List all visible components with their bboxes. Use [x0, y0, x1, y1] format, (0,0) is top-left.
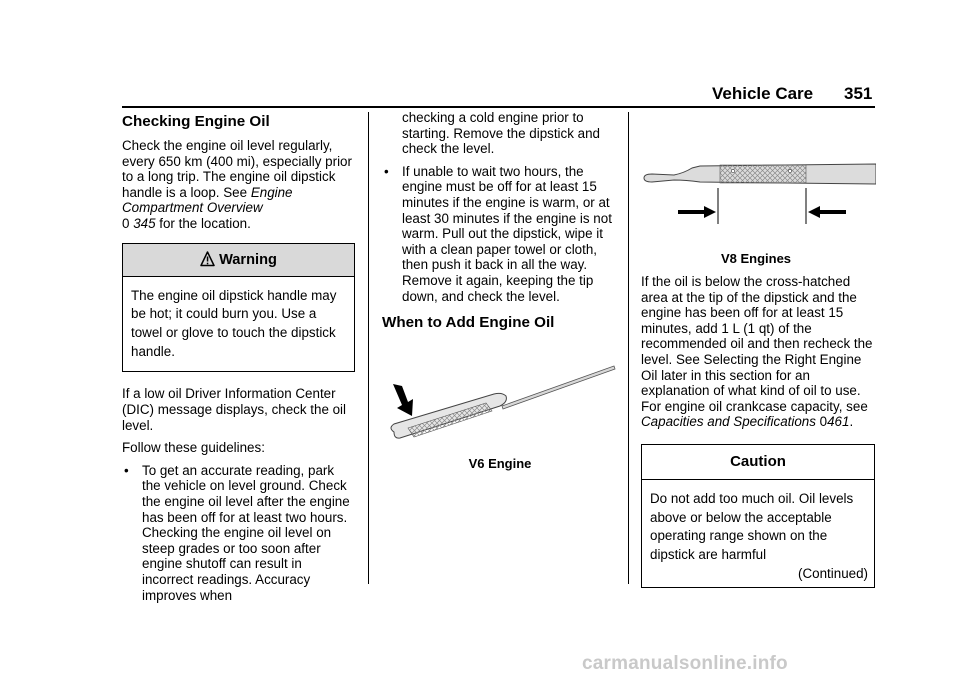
warning-text: The engine oil dipstick handle may be hot; it could burn you. Use a towel or glove to touch the dipstick handle. [131, 287, 337, 359]
engine-compartment-link[interactable]: Engine Compartment Overview [122, 184, 293, 216]
capacities-link[interactable]: Capacities and Specifications [641, 414, 816, 430]
warning-box [122, 243, 355, 373]
column-divider-1 [368, 112, 369, 584]
when-to-add-oil-heading: When to Add Engine Oil [382, 314, 555, 332]
intro-paragraph: Check the engine oil level regularly, every 650 km (400 mi), especially prior to a long trip. The engine oil dipstick handle is a loop. See Engine Compartment Overview 0 345 for the location. [122, 138, 352, 231]
bullet-dot: • [384, 163, 389, 179]
oil-below-paragraph: If the oil is below the cross-hatched area at the tip of the dipstick and the engine has been off for at least 15 minutes, add 1 L (1 qt) of the recommended oil and then recheck the level. See Selecting the Right Engine Oil later in this section for an explanation of what kind of oil to use. For engine oil crankcase capacity, see Capacities and Specifications 0461. [641, 274, 873, 430]
continued-label: (Continued) [798, 565, 868, 581]
page-ref-symbol: 0 [819, 414, 828, 430]
v8-dipstick-illustration [640, 158, 876, 226]
arrow-left-icon [808, 206, 846, 218]
caution-text: Do not add too much oil. Oil levels above or below the acceptable operating range shown on the dipstick are harmful [650, 490, 854, 563]
bullet-wait-two-hours: • If unable to wait two hours, the engine must be off for at least 15 minutes if the engine is warm, or at least 30 minutes if the engine is not warm. Pull out the dipstick, wipe it with a clean paper towel or cloth, then push it back in all the way. Remove it again, keeping the tip down, and check the level. [384, 163, 612, 304]
watermark: carmanualsonline.info [582, 653, 788, 674]
section-title: Vehicle Care [712, 84, 814, 103]
v8-engines-caption: V8 Engines [720, 251, 792, 266]
page-ref-symbol: 0 [122, 215, 130, 231]
warning-header [123, 244, 354, 277]
warning-title: Warning [219, 251, 277, 268]
page-ref-461[interactable]: 461 [827, 414, 850, 430]
dic-paragraph: If a low oil Driver Information Center (DIC) message displays, check the oil level. [122, 386, 347, 433]
bullet-dot: • [124, 462, 129, 478]
page-ref-345[interactable]: 345 [133, 215, 156, 231]
header-rule [122, 106, 875, 108]
warning-triangle-icon [200, 247, 215, 279]
bullet-continued: checking a cold engine prior to starting. Remove the dipstick and check the level. [402, 110, 600, 157]
page-number: 351 [844, 84, 873, 103]
v6-engine-caption: V6 Engine [468, 456, 532, 471]
guidelines-intro: Follow these guidelines: [122, 440, 265, 456]
bullet-accurate-reading: • To get an accurate reading, park the vehicle on level ground. Check the engine oil level after the engine has been off for at least two hours. Checking the engine oil level on steep grades or too soon after engine shutoff can result in incorrect readings. Accuracy improves when [124, 462, 350, 603]
column-1 [122, 113, 355, 610]
column-divider-2 [628, 112, 629, 584]
caution-box [641, 444, 875, 588]
arrow-icon [393, 384, 413, 416]
caution-title: Caution [642, 445, 874, 480]
checking-engine-oil-heading: Checking Engine Oil [122, 113, 270, 130]
column-3 [641, 274, 875, 588]
column-2 [382, 110, 616, 339]
arrow-right-icon [678, 206, 716, 218]
v6-dipstick-illustration [382, 358, 618, 448]
